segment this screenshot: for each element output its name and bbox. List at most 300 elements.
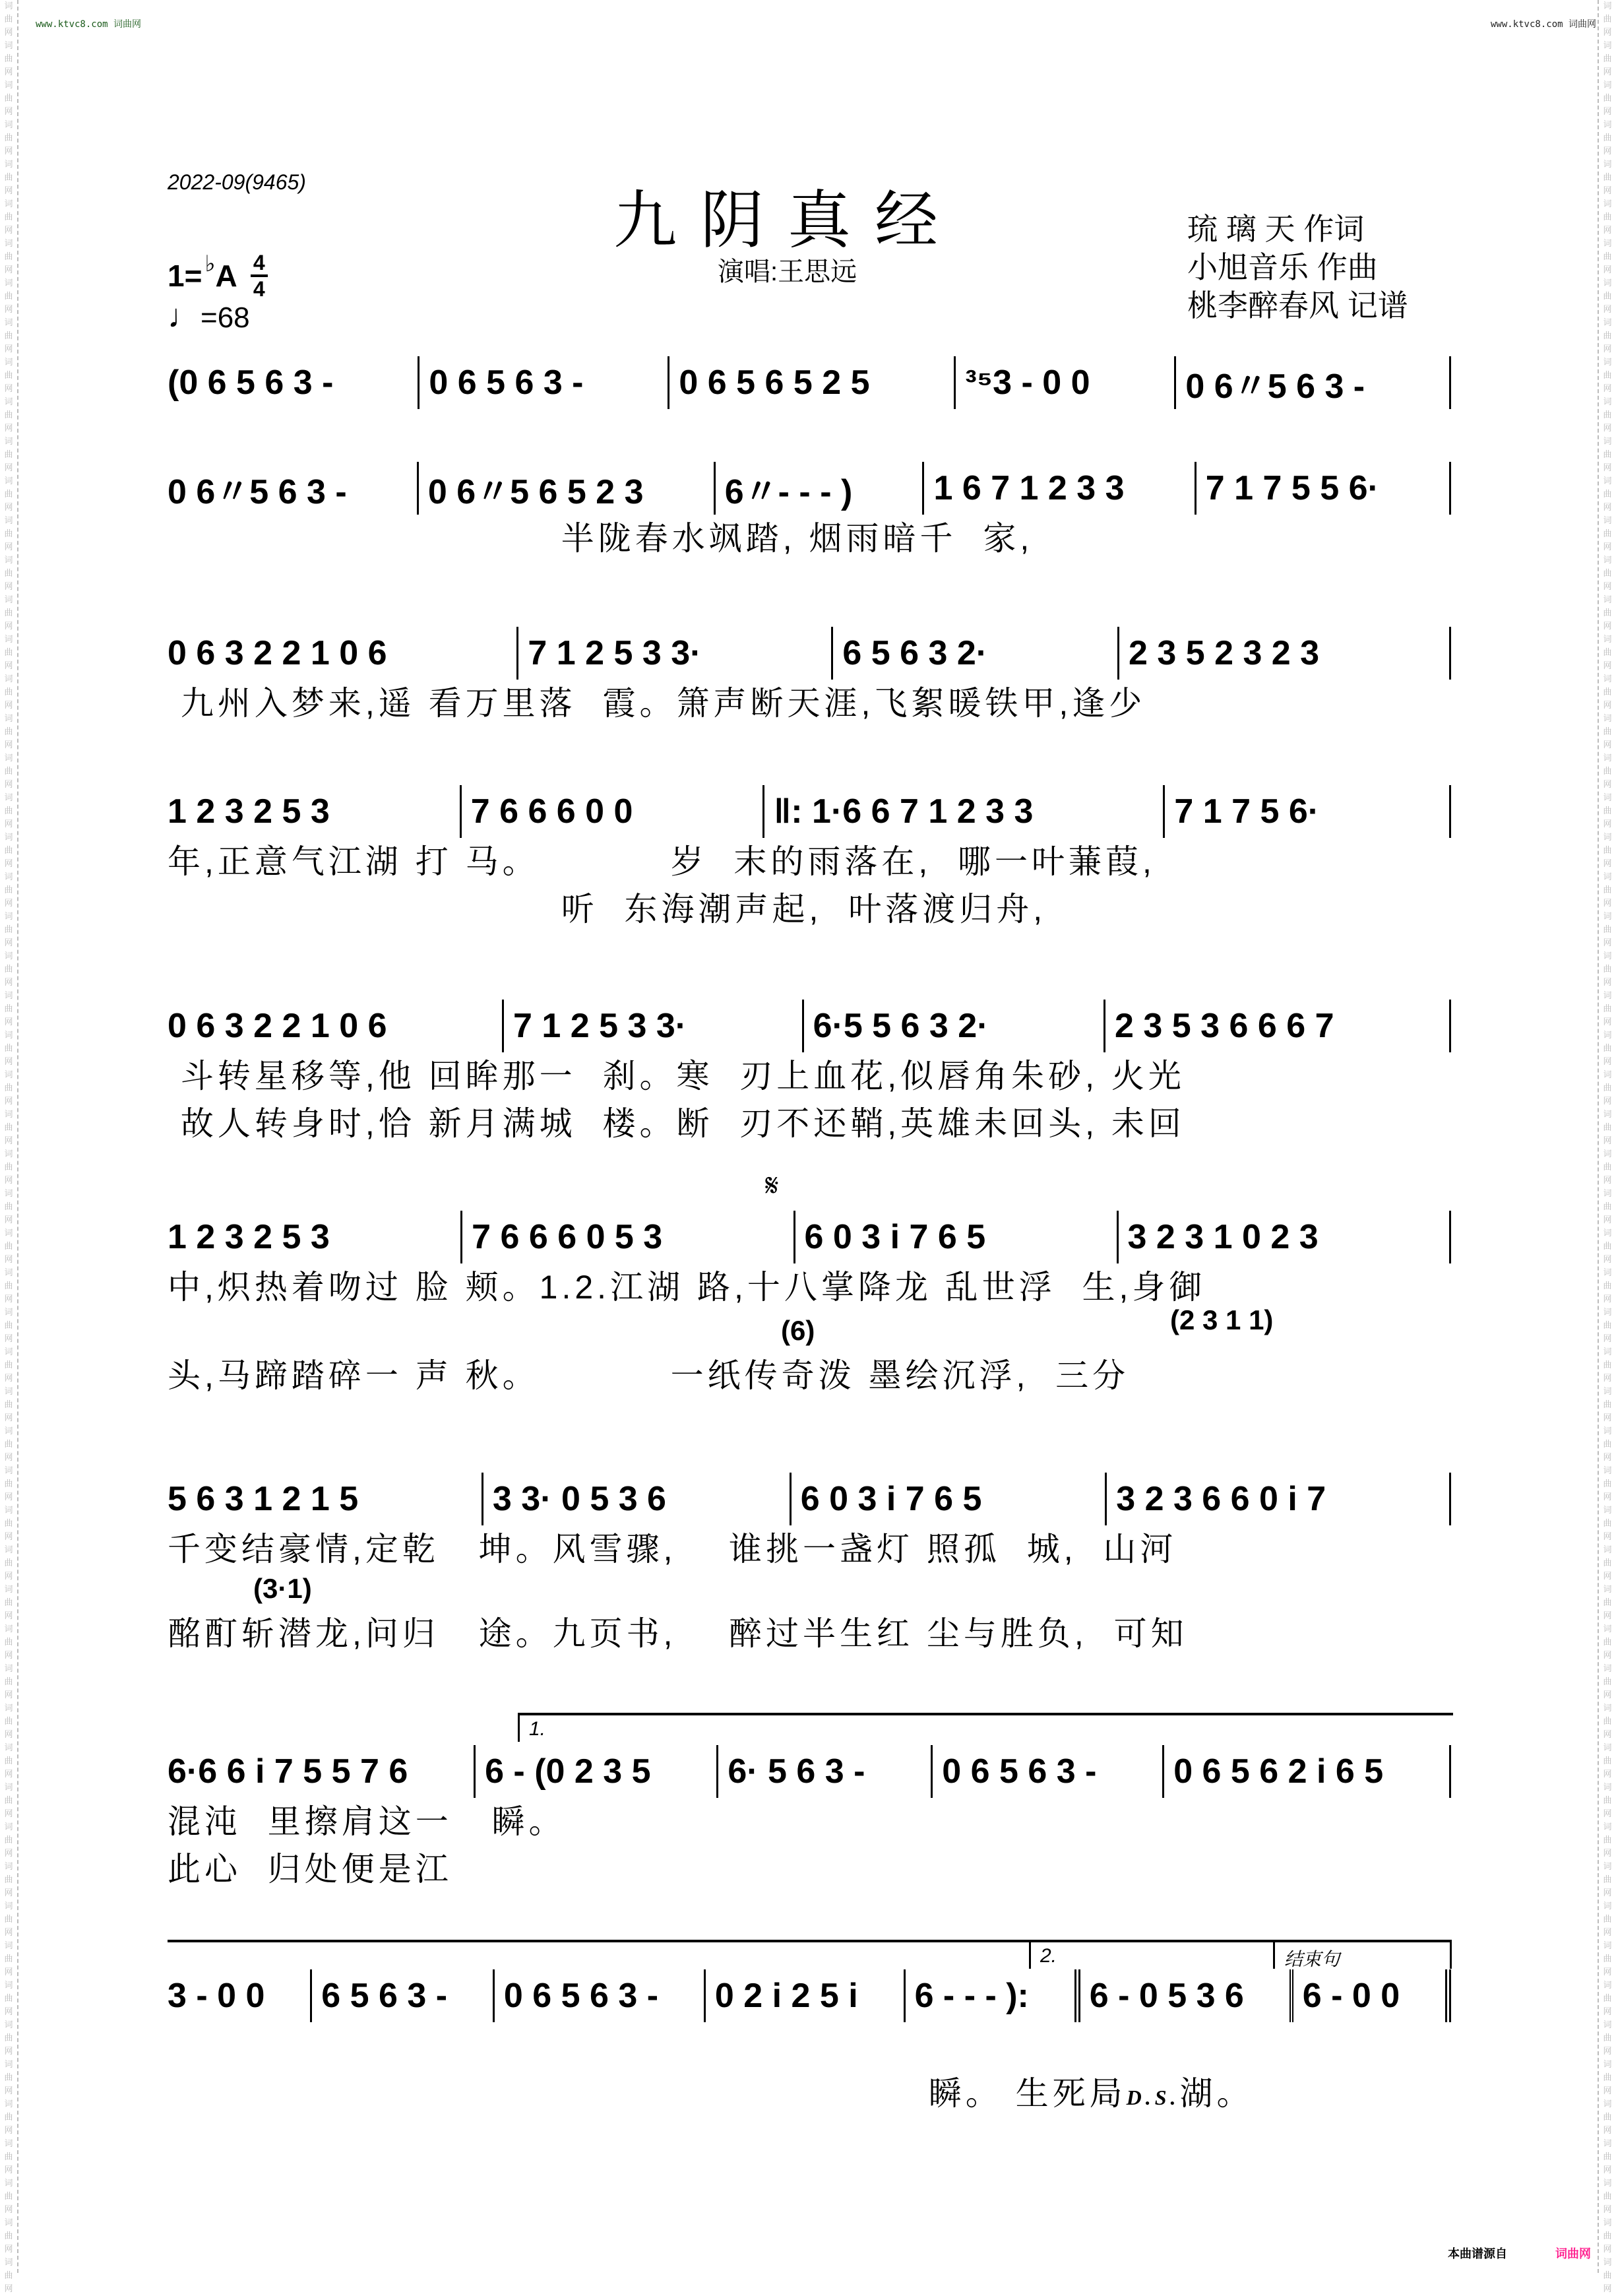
watermark-char: 曲 (1603, 1242, 1612, 1252)
watermark-char: 词 (1603, 1624, 1612, 1634)
watermark-char: 网 (1603, 1097, 1612, 1106)
lyric-line-verse-1: 年,正意气江湖 打 马。 岁 末的雨落在, 哪一叶蒹葭, (168, 843, 1156, 880)
watermark-char: 网 (4, 424, 13, 433)
watermark-char: 曲 (4, 608, 13, 618)
watermark-char: 网 (4, 938, 13, 948)
volta-2-bracket (1029, 1940, 1275, 1969)
watermark-char: 词 (1603, 2139, 1612, 2149)
watermark-char: 网 (4, 1097, 13, 1106)
measure: 7 1 2 5 3 3· (504, 1000, 804, 1052)
watermark-char: 词 (4, 1941, 13, 1951)
watermark-char: 网 (4, 2205, 13, 2215)
key-label: 1= (168, 259, 202, 293)
watermark-char: 网 (1603, 1651, 1612, 1661)
lyric-text: 湖。 (1179, 2075, 1254, 2112)
watermark-char: 曲 (4, 965, 13, 974)
watermark-char: 网 (1603, 1611, 1612, 1621)
watermark-char: 网 (4, 780, 13, 790)
watermark-char: 词 (1603, 753, 1612, 763)
watermark-char: 词 (1603, 872, 1612, 882)
watermark-char: 网 (1603, 2086, 1612, 2096)
system-8 (168, 1745, 1451, 1893)
watermark-char: 词 (1603, 160, 1612, 170)
watermark-char: 网 (4, 1374, 13, 1384)
measure: 3 2 3 6 6 0 i 7 (1107, 1473, 1451, 1525)
watermark-char: 网 (4, 661, 13, 671)
watermark-char: 曲 (1603, 331, 1612, 341)
watermark-char: 网 (1603, 186, 1612, 196)
watermark-char: 网 (1603, 2205, 1612, 2215)
lyric-line-verse-2: 故人转身时,恰 新月满城 楼。断 刃不还鞘,英雄未回头, 未回 (168, 1105, 1185, 1142)
watermark-char: 网 (4, 186, 13, 196)
watermark-char: 词 (1603, 1189, 1612, 1199)
watermark-char: 曲 (1603, 1123, 1612, 1133)
watermark-char: 曲 (1603, 608, 1612, 618)
watermark-char: 词 (4, 1704, 13, 1713)
measure: 6 - (0 2 3 5 (476, 1745, 718, 1798)
lyric-line-verse-2: 听 东海潮声起, 叶落渡归舟, (168, 891, 1047, 928)
watermark-char: 曲 (1603, 410, 1612, 420)
watermark-char: 网 (1603, 740, 1612, 750)
flat-icon: ♭ (204, 251, 216, 276)
measure: 1 2 3 2 5 3 (168, 1211, 462, 1263)
measure: 7 1 7 5 5 6· (1196, 462, 1451, 515)
watermark-char: 网 (1603, 1017, 1612, 1027)
watermark-char: 词 (4, 556, 13, 565)
watermark-char: 曲 (1603, 569, 1612, 579)
measure: ³⁵3 - 0 0 (956, 356, 1176, 409)
measure: 0 6〃5 6 5 2 3 (419, 462, 716, 515)
measure: 3 - 0 0 (168, 1969, 312, 2022)
watermark-char: 曲 (4, 173, 13, 183)
watermark-char: 曲 (1603, 2192, 1612, 2202)
watermark-char: 曲 (4, 1756, 13, 1766)
watermark-char: 网 (4, 701, 13, 711)
watermark-char: 网 (1603, 344, 1612, 354)
watermark-char: 网 (4, 1492, 13, 1502)
watermark-char: 词 (1603, 2020, 1612, 2030)
watermark-char: 网 (4, 2047, 13, 2057)
key-note: A (215, 259, 237, 293)
watermark-char: 词 (4, 753, 13, 763)
watermark-char: 曲 (4, 767, 13, 777)
watermark-char: 词 (4, 1783, 13, 1793)
watermark-char: 词 (4, 1228, 13, 1238)
watermark-char: 网 (4, 107, 13, 117)
watermark-char: 曲 (1603, 1440, 1612, 1450)
watermark-char: 词 (4, 2099, 13, 2109)
watermark-char: 网 (4, 1967, 13, 1977)
watermark-char: 网 (4, 28, 13, 38)
watermark-char: 网 (4, 1690, 13, 1700)
watermark-char: 词 (4, 1506, 13, 1515)
watermark-char: 曲 (4, 1519, 13, 1529)
watermark-char: 曲 (1603, 2152, 1612, 2162)
watermark-char: 词 (4, 397, 13, 407)
watermark-char: 曲 (1603, 1558, 1612, 1568)
watermark-char: 词 (1603, 80, 1612, 90)
watermark-char: 词 (1603, 120, 1612, 130)
notes-line (168, 1211, 1451, 1263)
watermark-char: 网 (1603, 146, 1612, 156)
watermark-char: 词 (1603, 951, 1612, 961)
watermark-char: 网 (1603, 28, 1612, 38)
lyric-line: 半陇春水飒踏, 烟雨暗千 家, (168, 520, 1034, 557)
watermark-char: 词 (4, 1862, 13, 1872)
watermark-char: 网 (1603, 1334, 1612, 1344)
watermark-char: 网 (4, 1572, 13, 1581)
measure: 6 - 0 5 3 6 (1080, 1969, 1293, 2022)
watermark-char: 词 (1603, 1466, 1612, 1476)
watermark-char: 网 (4, 1532, 13, 1542)
watermark-char: 曲 (1603, 1321, 1612, 1331)
watermark-char: 网 (4, 740, 13, 750)
watermark-char: 曲 (4, 371, 13, 381)
lyricist-credit: 琉 璃 天 作词 (1187, 212, 1365, 246)
watermark-char: 词 (4, 1110, 13, 1120)
notes-line (168, 1969, 1451, 2022)
watermark-char: 曲 (4, 94, 13, 104)
watermark-char: 词 (1603, 1981, 1612, 1991)
watermark-char: 词 (1603, 595, 1612, 605)
system-5 (168, 1000, 1451, 1147)
watermark-char: 词 (4, 1189, 13, 1199)
watermark-char: 词 (1603, 1664, 1612, 1674)
watermark-char: 网 (4, 2126, 13, 2136)
watermark-char: 词 (4, 1149, 13, 1159)
watermark-char: 词 (4, 1308, 13, 1318)
watermark-char: 词 (4, 1585, 13, 1595)
measure: ‖: 1·6 6 7 1 2 3 3 (764, 785, 1165, 838)
watermark-char: 曲 (4, 1479, 13, 1489)
measure: 6 - 0 0 (1293, 1969, 1451, 2022)
site-url-left[interactable]: www.ktvc8.com 词曲网 (36, 19, 142, 30)
watermark-char: 曲 (4, 1163, 13, 1172)
watermark-char: 曲 (4, 1123, 13, 1133)
watermark-char: 曲 (4, 687, 13, 697)
watermark-char: 词 (1603, 1783, 1612, 1793)
volta-2-label: 2. (1040, 1945, 1057, 1967)
site-url-right[interactable]: www.ktvc8.com 词曲网 (1490, 19, 1596, 30)
measure: 0 6 5 6 2 i 6 5 (1164, 1745, 1451, 1798)
watermark-char: 词 (1603, 239, 1612, 249)
watermark-char: 网 (1603, 1492, 1612, 1502)
measure: 5 6 3 1 2 1 5 (168, 1473, 483, 1525)
watermark-char: 曲 (1603, 54, 1612, 64)
watermark-char: 曲 (4, 1994, 13, 2004)
watermark-char: 词 (1603, 1070, 1612, 1080)
watermark-char: 曲 (4, 331, 13, 341)
system-2 (168, 462, 1451, 562)
watermark-char: 网 (1603, 1572, 1612, 1581)
measure: 0 6 3 2 2 1 0 6 (168, 1000, 504, 1052)
watermark-char: 曲 (1603, 1677, 1612, 1687)
watermark-char: 网 (1603, 701, 1612, 711)
notes-line (168, 462, 1451, 515)
watermark-char: 词 (4, 1426, 13, 1436)
watermark-char: 曲 (4, 1242, 13, 1252)
left-watermark-strip (0, 0, 18, 2294)
watermark-char: 曲 (4, 2152, 13, 2162)
watermark-char: 曲 (4, 1440, 13, 1450)
right-watermark-strip (1598, 0, 1616, 2294)
measure: 2 3 5 2 3 2 3 (1119, 627, 1451, 680)
watermark-char: 词 (4, 239, 13, 249)
watermark-char: 网 (1603, 2284, 1612, 2294)
measure: 6 5 6 3 - (312, 1969, 495, 2022)
watermark-char: 网 (4, 1888, 13, 1898)
watermark-char: 网 (1603, 424, 1612, 433)
watermark-char: 网 (1603, 1374, 1612, 1384)
watermark-char: 网 (1603, 1453, 1612, 1463)
watermark-char: 词 (1603, 833, 1612, 843)
watermark-char: 词 (1603, 1110, 1612, 1120)
measure: 6 0 3 i 7 6 5 (792, 1473, 1107, 1525)
measure: 7 1 2 5 3 3· (518, 627, 833, 680)
watermark-char: 词 (1603, 1347, 1612, 1357)
watermark-char: 网 (4, 1176, 13, 1186)
watermark-char: 曲 (1603, 2033, 1612, 2043)
watermark-char: 网 (1603, 1255, 1612, 1265)
watermark-char: 网 (1603, 67, 1612, 77)
watermark-char: 词 (1603, 2099, 1612, 2109)
watermark-char: 网 (4, 622, 13, 631)
watermark-char: 网 (4, 344, 13, 354)
watermark-char: 曲 (1603, 965, 1612, 974)
watermark-char: 曲 (4, 846, 13, 856)
watermark-char: 词 (4, 793, 13, 803)
watermark-char: 网 (1603, 661, 1612, 671)
time-signature (251, 252, 268, 300)
watermark-char: 词 (4, 80, 13, 90)
watermark-char: 曲 (4, 1954, 13, 1964)
watermark-char: 曲 (4, 1360, 13, 1370)
watermark-char: 词 (1603, 674, 1612, 684)
measure: 6·6 6 i 7 5 5 7 6 (168, 1745, 476, 1798)
watermark-char: 词 (4, 1545, 13, 1555)
watermark-char: 词 (1603, 318, 1612, 328)
watermark-char: 词 (4, 199, 13, 209)
watermark-char: 词 (1603, 1545, 1612, 1555)
notes-line (168, 627, 1451, 680)
source-label: 本曲谱源自 (1448, 2247, 1507, 2260)
measure: 0 2 i 2 5 i (706, 1969, 906, 2022)
watermark-char: 曲 (1603, 1479, 1612, 1489)
watermark-char: 词 (1603, 199, 1612, 209)
lyric-line-verse-2: 此心 归处便是江 (168, 1851, 452, 1888)
watermark-char: 曲 (1603, 1954, 1612, 1964)
watermark-char: 词 (1603, 1941, 1612, 1951)
watermark-char: 词 (4, 437, 13, 447)
notes-line (168, 1745, 1451, 1798)
watermark-char: 词 (1603, 1901, 1612, 1911)
lyric-line-verse-1: 混沌 里擦肩这一 瞬。 (168, 1803, 566, 1840)
watermark-char: 词 (1603, 2179, 1612, 2188)
watermark-char: 曲 (4, 2271, 13, 2281)
alt-notes: (3·1) (253, 1573, 312, 1604)
watermark-char: 词 (4, 714, 13, 724)
measure: (0 6 5 6 3 - (168, 356, 420, 409)
system-4 (168, 785, 1451, 933)
watermark-char: 词 (4, 160, 13, 170)
alt-notes-row (168, 1304, 1451, 1352)
watermark-char: 曲 (1603, 1400, 1612, 1410)
measure: 0 6 5 6 3 - (420, 356, 669, 409)
watermark-char: 词 (4, 1901, 13, 1911)
watermark-char: 词 (1603, 437, 1612, 447)
watermark-char: 网 (4, 819, 13, 829)
watermark-char: 词 (4, 595, 13, 605)
watermark-char: 曲 (4, 410, 13, 420)
watermark-char: 词 (1603, 1506, 1612, 1515)
watermark-char: 词 (4, 674, 13, 684)
watermark-char: 曲 (4, 450, 13, 460)
lyric-text: 瞬。 生死局 (246, 2075, 1127, 2112)
watermark-char: 网 (4, 1849, 13, 1859)
lyric-line-verse-2: 酩酊斩潜龙,问归 途。九页书, 醉过半生红 尘与胜负, 可知 (168, 1615, 1188, 1652)
watermark-char: 曲 (1603, 1281, 1612, 1291)
alt-notes: (6) (781, 1315, 815, 1346)
watermark-char: 词 (1603, 1704, 1612, 1713)
watermark-char: 曲 (4, 925, 13, 935)
credits-block (1187, 210, 1408, 325)
alt-notes-row (168, 1573, 1451, 1610)
watermark-char: 曲 (4, 1835, 13, 1845)
watermark-char: 词 (4, 1347, 13, 1357)
watermark-char: 词 (1603, 1585, 1612, 1595)
watermark-char: 网 (1603, 503, 1612, 513)
watermark-char: 网 (4, 1294, 13, 1304)
measure: 0 6 3 2 2 1 0 6 (168, 627, 518, 680)
watermark-char: 曲 (1603, 133, 1612, 143)
measure: 3 2 3 1 0 2 3 (1119, 1211, 1451, 1263)
watermark-char: 网 (1603, 384, 1612, 394)
watermark-char: 网 (1603, 1967, 1612, 1977)
tempo-marking (168, 297, 250, 335)
watermark-char: 词 (1603, 991, 1612, 1001)
notes-line (168, 356, 1451, 409)
watermark-char: 词 (1603, 1743, 1612, 1753)
date-code: 2022-09(9465) (168, 170, 306, 194)
watermark-char: 曲 (4, 648, 13, 658)
watermark-char: 曲 (1603, 1796, 1612, 1806)
watermark-char: 曲 (4, 1321, 13, 1331)
watermark-char: 曲 (1603, 1163, 1612, 1172)
watermark-char: 曲 (4, 569, 13, 579)
watermark-char: 网 (4, 1928, 13, 1938)
watermark-char: 词 (4, 1664, 13, 1674)
watermark-char: 网 (4, 463, 13, 473)
watermark-char: 词 (4, 872, 13, 882)
watermark-char: 曲 (4, 1202, 13, 1212)
watermark-char: 曲 (1603, 2073, 1612, 2083)
system-6 (168, 1211, 1451, 1399)
watermark-char: 词 (1603, 2060, 1612, 2070)
watermark-char: 词 (4, 1268, 13, 1278)
watermark-char: 网 (1603, 2165, 1612, 2175)
watermark-char: 词 (4, 2060, 13, 2070)
watermark-char: 网 (4, 226, 13, 236)
watermark-char: 词 (4, 1466, 13, 1476)
watermark-char: 词 (1603, 1149, 1612, 1159)
watermark-char: 网 (4, 1136, 13, 1146)
watermark-char: 网 (1603, 265, 1612, 275)
watermark-char: 曲 (1603, 767, 1612, 777)
measure: 6〃- - - ) (716, 462, 925, 515)
system-1 (168, 356, 1451, 409)
watermark-char: 词 (4, 833, 13, 843)
watermark-char: 曲 (1603, 1835, 1612, 1845)
watermark-char: 词 (1603, 1822, 1612, 1832)
watermark-char: 曲 (1603, 212, 1612, 222)
watermark-char: 词 (4, 476, 13, 486)
watermark-char: 网 (4, 1334, 13, 1344)
watermark-char: 词 (1603, 1228, 1612, 1238)
watermark-char: 曲 (1603, 529, 1612, 539)
watermark-char: 曲 (4, 1281, 13, 1291)
key-signature (168, 252, 268, 300)
system-9 (168, 1969, 1451, 2112)
watermark-char: 曲 (4, 529, 13, 539)
watermark-char: 曲 (4, 1004, 13, 1014)
watermark-char: 网 (1603, 978, 1612, 988)
watermark-char: 词 (4, 120, 13, 130)
watermark-char: 曲 (1603, 15, 1612, 24)
watermark-char: 网 (1603, 1057, 1612, 1067)
watermark-char: 词 (1603, 2218, 1612, 2228)
watermark-char: 曲 (4, 1677, 13, 1687)
watermark-char: 曲 (1603, 1044, 1612, 1054)
watermark-char: 曲 (1603, 885, 1612, 895)
watermark-char: 词 (4, 1822, 13, 1832)
watermark-char: 词 (1603, 516, 1612, 526)
site-link[interactable]: 词曲网 (1555, 2247, 1591, 2260)
watermark-char: 网 (1603, 1888, 1612, 1898)
watermark-char: 网 (1603, 1294, 1612, 1304)
watermark-char: 网 (4, 1453, 13, 1463)
watermark-char: 词 (4, 1031, 13, 1040)
system-7 (168, 1473, 1451, 1657)
watermark-char: 网 (4, 978, 13, 988)
watermark-char: 词 (4, 358, 13, 367)
composer-credit: 小旭音乐 作曲 (1187, 250, 1378, 284)
watermark-char: 网 (1603, 2007, 1612, 2017)
measure: 0 6〃5 6 3 - (168, 462, 419, 515)
watermark-char: 曲 (4, 1638, 13, 1647)
watermark-char: 网 (4, 2284, 13, 2294)
watermark-char: 网 (4, 859, 13, 869)
watermark-char: 网 (4, 1770, 13, 1779)
watermark-char: 网 (4, 1017, 13, 1027)
measure: 7 6 6 6 0 5 3 (462, 1211, 795, 1263)
watermark-char: 曲 (1603, 1756, 1612, 1766)
watermark-char: 词 (4, 2179, 13, 2188)
measure: 6 5 6 3 2· (833, 627, 1119, 680)
watermark-char: 曲 (4, 2231, 13, 2241)
system-3 (168, 627, 1451, 727)
ending-bracket (1273, 1940, 1452, 1969)
measure: 6·5 5 6 3 2· (804, 1000, 1105, 1052)
watermark-char: 曲 (4, 806, 13, 816)
watermark-char: 词 (1603, 1031, 1612, 1040)
watermark-char: 网 (4, 899, 13, 909)
volta-1-bracket (518, 1713, 1453, 1742)
watermark-char: 网 (1603, 819, 1612, 829)
watermark-char: 词 (1603, 1426, 1612, 1436)
measure: 6· 5 6 3 - (718, 1745, 933, 1798)
watermark-char: 词 (4, 1387, 13, 1397)
watermark-char: 网 (4, 384, 13, 394)
